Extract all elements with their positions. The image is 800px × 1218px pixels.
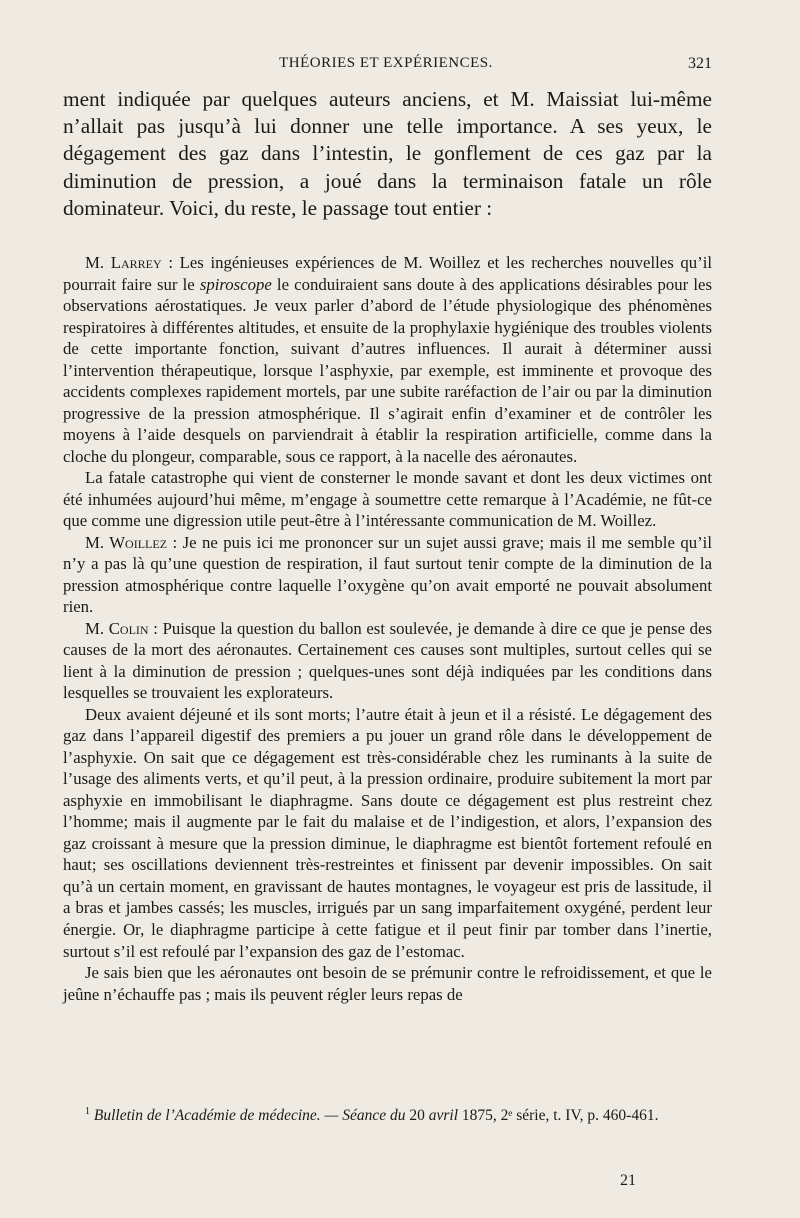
- paragraph: [63, 962, 712, 1005]
- text-run: La fatale catastrophe qui vient de consterner le monde savant et dont les deux victimes ont été inhumées aujourd’hui même, m’engage à soumettre cette remarque à l’Académie, ne fût-ce que comme une digression utile peut-être à l’intéressante communication de M. Woillez.: [63, 468, 712, 531]
- paragraph: [63, 467, 712, 532]
- paragraph: [63, 704, 712, 962]
- text-run: Puisque la question du ballon est soulevée, je demande à dire ce que je pense des causes de la mort des aéronautes. Certainement ces causes sont multiples, surtout celles qui se lient à la diminution de pression ; quelques-unes sont déjà indiquées par les conditions dans lesquelles se trouvaient les explorateurs.: [63, 618, 712, 703]
- text-run: Les ingénieuses expériences de M. Woillez et les recherches nouvelles qu’il pourrait faire sur le: [63, 253, 713, 294]
- speaker-separator: :: [148, 618, 163, 638]
- footnote-text: 1875, 2ᵉ série, t. IV, p. 460-461.: [458, 1107, 659, 1125]
- paragraph: [63, 532, 712, 618]
- speaker-name: M. Colin: [85, 618, 149, 638]
- speaker-name: M. Woillez: [85, 532, 168, 552]
- paragraph: [63, 252, 712, 467]
- text-run: Je sais bien que les aéronautes ont besoin de se prémunir contre le refroidissement, et que le jeûne n’échauffe pas ; mais ils peuvent régler leurs repas de: [63, 963, 712, 1004]
- text-run: Je ne puis ici me prononcer sur un sujet aussi grave; mais il me semble qu’il n’y a pas là qu’une question de respiration, il faut surtout tenir compte de la diminution de la pression atmosphérique contre laquelle l’oxygène qu’on avait emporté ne pouvait absolument rien.: [63, 532, 712, 617]
- page-number: 321: [688, 55, 712, 72]
- footnote-italic-text: Bulletin de l’Académie de médecine. — Séance du: [93, 1107, 406, 1125]
- running-title: THÉORIES ET EXPÉRIENCES.: [279, 55, 493, 71]
- footnotes: [63, 1102, 712, 1125]
- text-run: le conduiraient sans doute à des applications désirables pour les observations aérostatiques. Je veux parler d’abord de l’étude physiologique des phénomènes respiratoires à différentes altitudes, et ensuite de la prophylaxie hygiénique des troubles violents de cette importante fonction, suivant d’autres influences. Il aurait à déterminer aussi l’intervention thérapeutique, lorsque l’asphyxie, par exemple, est imminente et provoque des accidents complexes rapidement mortels, par une subite raréfaction de l’air ou par la diminution progressive de la pression atmosphérique. Il s’agirait enfin d’examiner et de contrôler les moyens à l’aide desquels on parviendrait à établir la respiration artificielle, comme dans la cloche du plongeur, comparable, sous ce rapport, à la nacelle des aéronautes.: [63, 274, 712, 466]
- speaker-separator: :: [161, 253, 180, 273]
- footnote-text: 20: [405, 1107, 429, 1125]
- text-run: Deux avaient déjeuné et ils sont morts; l’autre était à jeun et il a résisté. Le dégagement des gaz dans l’appareil digestif des premiers a pu jouer un grand rôle dans le développement de l’asphyxie. On sait que ce dégagement est très-considérable chez les ruminants à la suite de l’usage des aliments verts, et qu’il peut, à la pression ordinaire, produire subitement la mort par asphyxie en immobilisant le diaphragme. Sans doute ce dégagement est plus restreint chez l’homme; mais il augmente par le fait du malaise et de l’indigestion, et alors, l’expansion des gaz croissant à mesure que la pression diminue, le diaphragme est bientôt fortement refoulé en haut; ses oscillations deviennent très-restreintes et finissent par devenir impossibles. On sait qu’à un certain moment, en gravissant de hautes montagnes, le voyageur est pris de lassitude, il a bras et jambes cassés; les muscles, irrigués par un sang imparfaitement oxygéné, perdent leur énergie. Or, le diaphragme participe à cette fatigue et il peut finir par tomber dans l’inertie, surtout s’il est refoulé par l’expansion des gaz de l’estomac.: [63, 704, 712, 961]
- footnote-mark: 1: [85, 1106, 90, 1117]
- printer-signature: 21: [620, 1172, 636, 1189]
- speaker-separator: :: [167, 532, 183, 552]
- italic-text: spiroscope: [199, 274, 272, 294]
- footnote-1: [63, 1102, 712, 1125]
- footnote-italic-text: avril: [428, 1107, 459, 1125]
- dialogue-section: [63, 252, 712, 1005]
- speaker-name: M. Larrey: [85, 253, 162, 273]
- body-text: [63, 86, 712, 1005]
- page-header: [60, 55, 712, 77]
- intro-paragraph: ment indiquée par quelques auteurs anciens, et M. Maissiat lui-même n’allait pas jusqu’à lui donner une telle importance. A ses yeux, le dégagement des gaz dans l’intestin, le gonflement de ces gaz par la diminution de pression, a joué dans la terminaison fatale un rôle dominateur. Voici, du reste, le passage tout entier :: [63, 87, 712, 220]
- paragraph: [63, 618, 712, 704]
